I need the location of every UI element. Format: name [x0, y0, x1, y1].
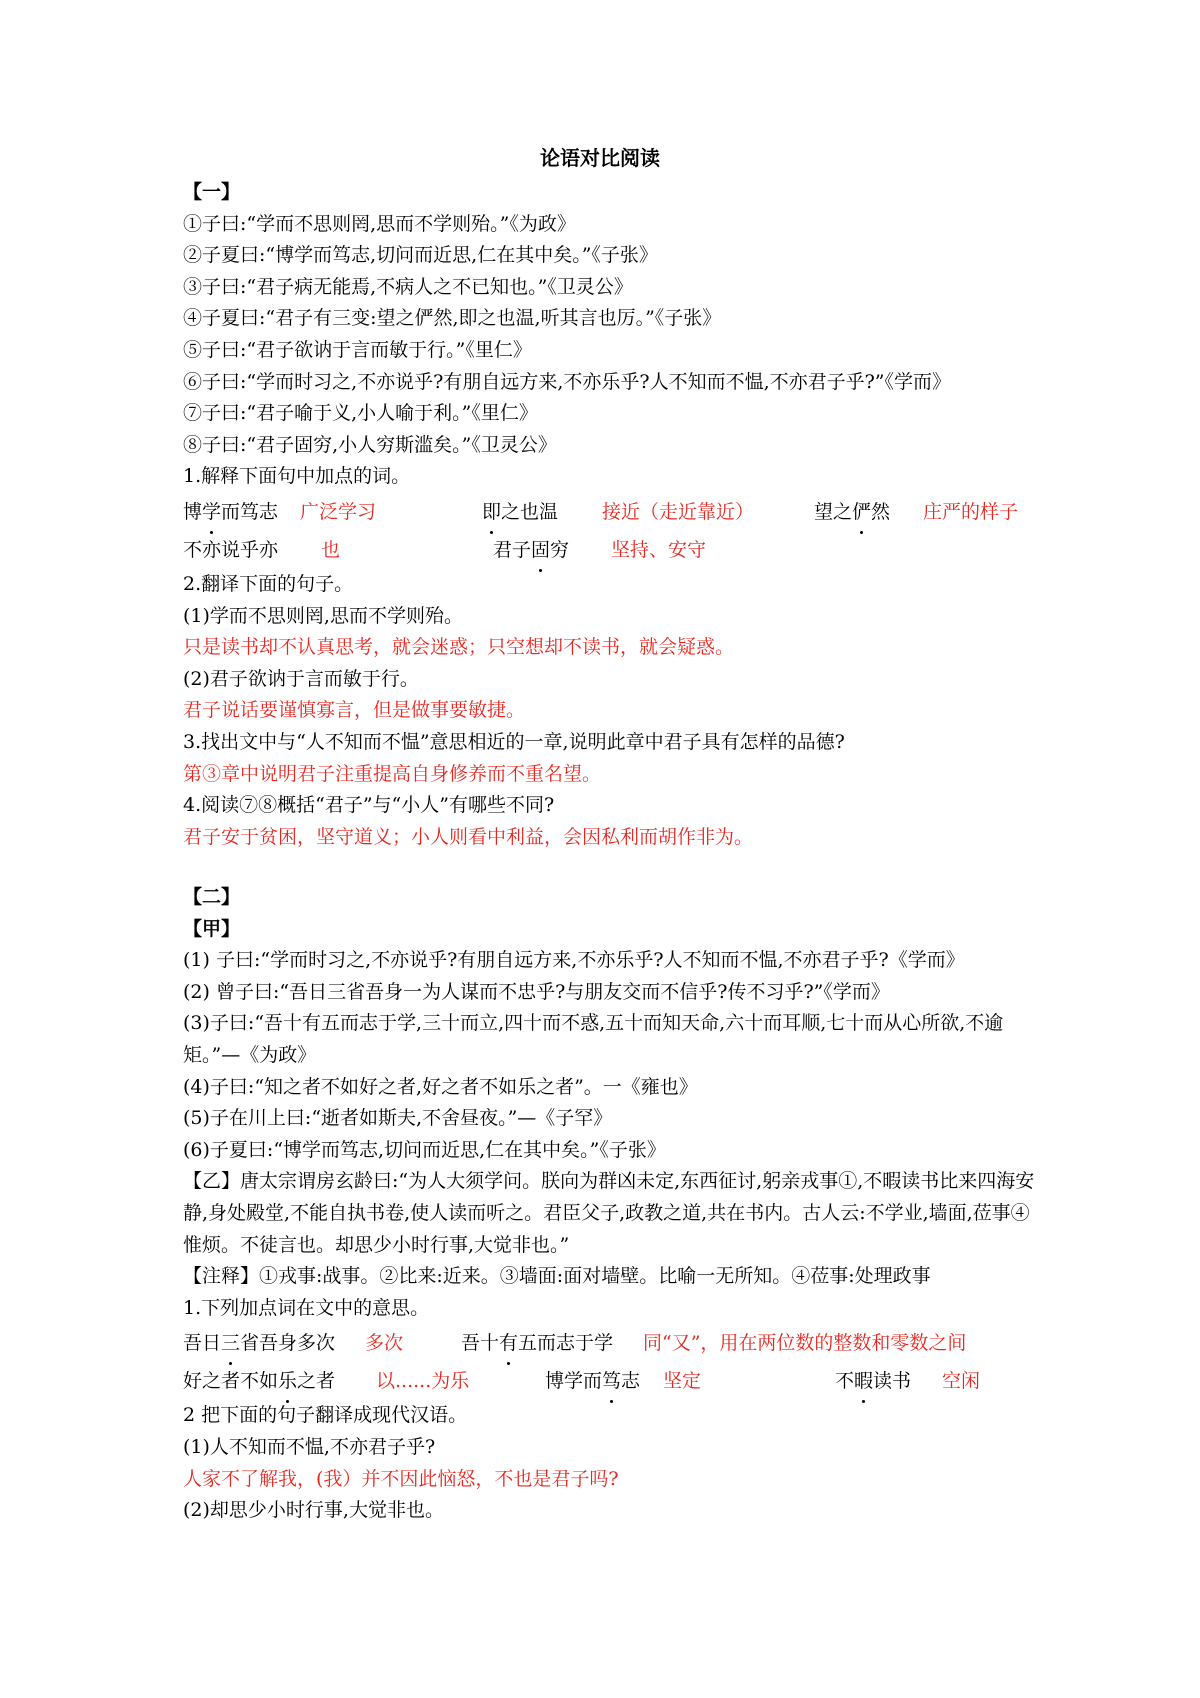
question-1: 1.下列加点词在文中的意思。	[183, 1296, 430, 1319]
quote-line: ④子夏曰:“君子有三变:望之俨然,即之也温,听其言也厉。”《子张》	[183, 307, 722, 330]
quote-line: ②子夏曰:“博学而笃志,切问而近思,仁在其中矣。”《子张》	[183, 244, 658, 267]
question-4: 4.阅读⑦⑧概括“君子”与“小人”有哪些不同?	[183, 794, 555, 817]
vocab-row	[183, 493, 1043, 531]
vocab-answer: 同“又”，用在两位数的整数和零数之间	[643, 1332, 967, 1355]
quote-line: (5)子在川上曰:“逝者如斯夫,不舍昼夜。”—《子罕》	[183, 1107, 613, 1130]
vocab-answer: 坚持、安守	[611, 538, 707, 561]
quote-line: ⑤子曰:“君子欲讷于言而敏于行。”《里仁》	[183, 338, 532, 361]
quote-line: ⑦子曰:“君子喻于义,小人喻于利。”《里仁》	[183, 402, 538, 425]
answer-3: 第③章中说明君子注重提高自身修养而不重名望。	[183, 762, 602, 785]
vocab-phrase: 不暇读书	[835, 1362, 911, 1400]
vocab-phrase: 即之也温	[482, 493, 558, 531]
answer-2-1: 人家不了解我，(我）并不因此恼怒，不也是君子吗?	[183, 1467, 619, 1490]
quote-line: ⑧子曰:“君子固穷,小人穷斯滥矣。”《卫灵公》	[183, 433, 557, 456]
answer-4: 君子安于贫困，坚守道义；小人则看中利益，会因私利而胡作非为。	[183, 825, 754, 848]
question-2-2: (2)君子欲讷于言而敏于行。	[183, 667, 419, 690]
quote-line: (1) 子曰:“学而时习之,不亦说乎?有朋自远方来,不亦乐乎?人不知而不愠,不亦君子乎?《学而》	[183, 949, 965, 972]
section-two	[183, 882, 1043, 1527]
section-one	[183, 177, 1043, 853]
vocab-answer: 以......为乐	[376, 1370, 470, 1393]
quote-line: (6)子夏曰:“博学而笃志,切问而近思,仁在其中矣。”《子张》	[183, 1138, 666, 1161]
question-3: 3.找出文中与“人不知而不愠”意思相近的一章,说明此章中君子具有怎样的品德?	[183, 730, 845, 753]
section-heading: 【一】	[183, 181, 241, 203]
answer-2-1: 只是读书却不认真思考，就会迷惑；只空想却不读书，就会疑惑。	[183, 636, 735, 659]
vocab-phrase: 吾十有五而志于学	[461, 1324, 613, 1362]
vocab-answer: 空闲	[942, 1370, 981, 1393]
vocab-answer: 接近（走近靠近）	[602, 500, 755, 523]
quote-line: (3)子曰:“吾十有五而志于学,三十而立,四十而不惑,五十而知天命,六十而耳顺,七十而从心所欲,不逾矩。”—《为政》	[183, 1012, 1004, 1066]
answer-2-2: 君子说话要谨慎寡言，但是做事要敏捷。	[183, 699, 526, 722]
vocab-row	[183, 1324, 1043, 1362]
section-heading: 【二】	[183, 886, 241, 908]
question-1: 1.解释下面句中加点的词。	[183, 465, 411, 488]
vocab-answer: 多次	[365, 1332, 404, 1355]
quote-line: ③子曰:“君子病无能焉,不病人之不已知也。”《卫灵公》	[183, 275, 633, 298]
vocab-row	[183, 1362, 1043, 1400]
quote-line: (2) 曾子曰:“吾日三省吾身一为人谋而不忠乎?与朋友交而不信乎?传不习乎?”《学而》	[183, 980, 890, 1003]
subsection-heading: 【甲】	[183, 917, 241, 940]
vocab-row	[183, 531, 1043, 569]
question-2-1: (1)人不知而不愠,不亦君子乎?	[183, 1435, 436, 1458]
question-2-2: (2)却思少小时行事,大觉非也。	[183, 1499, 444, 1522]
vocab-answer: 广泛学习	[300, 500, 377, 523]
passage-yi: 【乙】唐太宗谓房玄龄曰:“为人大须学问。朕向为群凶未定,东西征讨,躬亲戎事①,不暇读书比来四海安静,身处殿堂,不能自执书卷,使人读而听之。君臣父子,政教之道,共在书内。古人云:不学业,墙面,莅事④惟烦。不徒言也。却思少小时行事,大觉非也。”	[183, 1170, 1035, 1256]
vocab-phrase: 君子固穷	[493, 531, 569, 569]
vocab-answer: 也	[321, 538, 341, 561]
vocab-answer: 庄严的样子	[923, 500, 1019, 523]
question-2: 2 把下面的句子翻译成现代汉语。	[183, 1404, 468, 1427]
quote-line: ①子曰:“学而不思则罔,思而不学则殆。”《为政》	[183, 212, 576, 235]
quote-line: ⑥子曰:“学而时习之,不亦说乎?有朋自远方来,不亦乐乎?人不知而不愠,不亦君子乎?”《学而》	[183, 370, 952, 393]
question-2: 2.翻译下面的句子。	[183, 572, 354, 595]
vocab-phrase: 好之者不如乐之者	[183, 1362, 335, 1400]
page-title: 论语对比阅读	[540, 146, 660, 170]
notes: 【注释】①戎事:战事。②比来:近来。③墙面:面对墙壁。比喻一无所知。④莅事:处理政事	[183, 1265, 931, 1288]
vocab-phrase: 望之俨然	[814, 493, 890, 531]
vocab-answer: 坚定	[663, 1370, 702, 1393]
question-2-1: (1)学而不思则罔,思而不学则殆。	[183, 604, 463, 627]
vocab-phrase: 吾日三省吾身多次	[183, 1324, 335, 1362]
vocab-phrase: 博学而笃志	[545, 1362, 640, 1400]
vocab-phrase: 不亦说乎亦	[183, 538, 279, 561]
quote-line: (4)子曰:“知之者不如好之者,好之者不如乐之者”。一《雍也》	[183, 1075, 698, 1098]
vocab-phrase: 博学而笃志	[183, 493, 278, 531]
